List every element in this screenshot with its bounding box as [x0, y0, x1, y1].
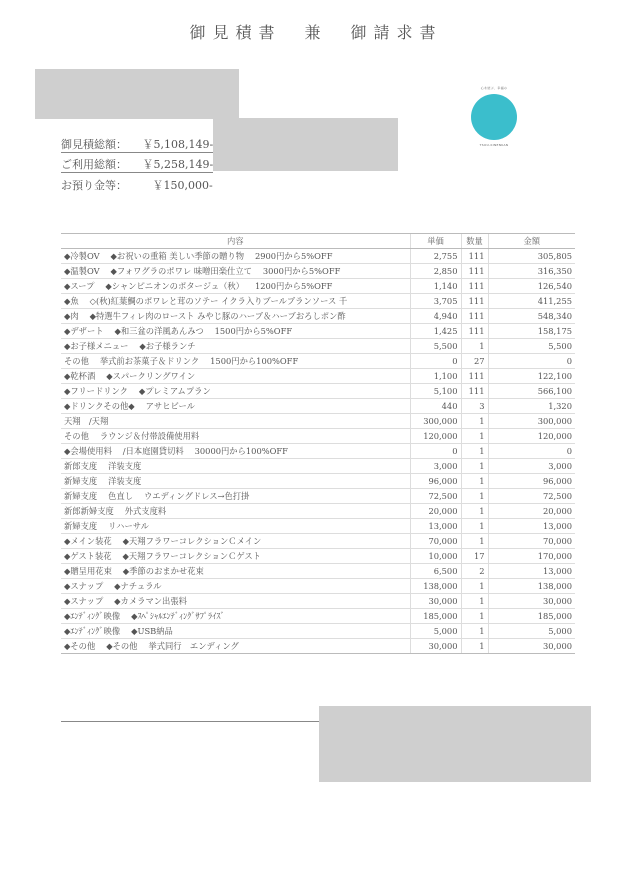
- row-content: その他 挙式前お茶菓子＆ドリンク 1500円から100%OFF: [61, 354, 410, 369]
- deposit-value: ￥150,000-: [152, 179, 213, 192]
- row-amount: 72,500: [488, 489, 575, 504]
- row-content: ◆スナップ ◆カメラマン出張料: [61, 594, 410, 609]
- row-quantity: 1: [461, 459, 488, 474]
- row-quantity: 111: [461, 369, 488, 384]
- row-quantity: 1: [461, 624, 488, 639]
- row-amount: 300,000: [488, 414, 575, 429]
- row-content: ◆ゲスト装花 ◆天翔フラワーコレクションＣゲスト: [61, 549, 410, 564]
- row-content: ◆会場使用料 /日本庭園貸切料 30000円から100%OFF: [61, 444, 410, 459]
- row-quantity: 111: [461, 309, 488, 324]
- row-amount: 185,000: [488, 609, 575, 624]
- table-row: [61, 354, 575, 369]
- row-amount: 316,350: [488, 264, 575, 279]
- row-amount: 30,000: [488, 594, 575, 609]
- row-content: ◆温製OV ◆フォワグラのポワレ 味噌田楽仕立て 3000円から5%OFF: [61, 264, 410, 279]
- row-unit-price: 20,000: [410, 504, 461, 519]
- table-row: [61, 249, 575, 264]
- row-content: 新婦支度 リハーサル: [61, 519, 410, 534]
- row-unit-price: 0: [410, 444, 461, 459]
- logo-bottom-text: TSOU-KINENKAN: [479, 143, 509, 147]
- row-content: ◆スナップ ◆ナチュラル: [61, 579, 410, 594]
- row-amount: 138,000: [488, 579, 575, 594]
- redacted-block-top-left: [35, 69, 239, 119]
- row-amount: 0: [488, 354, 575, 369]
- row-content: ◆デザート ◆和三盆の洋風あんみつ 1500円から5%OFF: [61, 324, 410, 339]
- row-amount: 70,000: [488, 534, 575, 549]
- row-unit-price: 6,500: [410, 564, 461, 579]
- row-amount: 566,100: [488, 384, 575, 399]
- redacted-block-bottom-right: [319, 706, 591, 782]
- row-unit-price: 3,000: [410, 459, 461, 474]
- deposit-label: お預り金等：: [61, 179, 127, 192]
- row-amount: 1,320: [488, 399, 575, 414]
- table-row: [61, 609, 575, 624]
- row-quantity: 3: [461, 399, 488, 414]
- table-row: [61, 294, 575, 309]
- row-amount: 5,000: [488, 624, 575, 639]
- row-quantity: 17: [461, 549, 488, 564]
- signature-line: [61, 721, 319, 722]
- row-quantity: 1: [461, 414, 488, 429]
- row-amount: 170,000: [488, 549, 575, 564]
- row-content: 新婦支度 洋装支度: [61, 474, 410, 489]
- row-content: ◆スープ ◆シャンピニオンのポタージュ（秋） 1200円から5%OFF: [61, 279, 410, 294]
- estimate-total-row: [61, 136, 213, 153]
- row-amount: 96,000: [488, 474, 575, 489]
- row-quantity: 111: [461, 324, 488, 339]
- usage-total-row: [61, 156, 213, 173]
- row-amount: 120,000: [488, 429, 575, 444]
- row-quantity: 111: [461, 249, 488, 264]
- row-unit-price: 5,500: [410, 339, 461, 354]
- row-quantity: 1: [461, 444, 488, 459]
- table-row: [61, 564, 575, 579]
- row-unit-price: 1,140: [410, 279, 461, 294]
- row-amount: 30,000: [488, 639, 575, 654]
- row-content: 天翔 /天翔: [61, 414, 410, 429]
- row-quantity: 1: [461, 609, 488, 624]
- row-unit-price: 1,100: [410, 369, 461, 384]
- table-row: [61, 264, 575, 279]
- row-unit-price: 3,705: [410, 294, 461, 309]
- row-quantity: 1: [461, 639, 488, 654]
- row-content: ◆ｴﾝﾃﾞｨﾝｸﾞ映像 ◆ｽﾍﾟｼｬﾙｴﾝﾃﾞｨﾝｸﾞｻﾌﾟﾗｲｽﾞ: [61, 609, 410, 624]
- table-row: [61, 324, 575, 339]
- table-row: [61, 279, 575, 294]
- row-content: 新婦支度 色直し ウエディングドレス→色打掛: [61, 489, 410, 504]
- table-row: [61, 624, 575, 639]
- table-row: [61, 414, 575, 429]
- header-unit-price: 単価: [410, 234, 461, 249]
- table-row: [61, 579, 575, 594]
- row-unit-price: 10,000: [410, 549, 461, 564]
- row-content: その他 ラウンジ＆付帯設備使用料: [61, 429, 410, 444]
- row-unit-price: 4,940: [410, 309, 461, 324]
- row-amount: 158,175: [488, 324, 575, 339]
- row-content: 新郎新婦支度 外式支度料: [61, 504, 410, 519]
- row-content: 新郎支度 洋装支度: [61, 459, 410, 474]
- table-row: [61, 339, 575, 354]
- table-row: [61, 489, 575, 504]
- header-amount: 金額: [488, 234, 575, 249]
- row-quantity: 111: [461, 264, 488, 279]
- row-quantity: 1: [461, 579, 488, 594]
- table-row: [61, 309, 575, 324]
- row-amount: 20,000: [488, 504, 575, 519]
- row-content: ◆贈呈用花束 ◆季節のおまかせ花束: [61, 564, 410, 579]
- document-title: 御見積書 兼 御請求書: [189, 23, 443, 42]
- table-row: [61, 384, 575, 399]
- row-unit-price: 30,000: [410, 594, 461, 609]
- row-unit-price: 5,100: [410, 384, 461, 399]
- row-content: ◆乾杯酒 ◆スパークリングワイン: [61, 369, 410, 384]
- row-amount: 13,000: [488, 564, 575, 579]
- table-row: [61, 369, 575, 384]
- row-unit-price: 440: [410, 399, 461, 414]
- row-quantity: 111: [461, 384, 488, 399]
- estimate-total-value: ￥5,108,149-: [142, 138, 214, 151]
- row-content: ◆ｴﾝﾃﾞｨﾝｸﾞ映像 ◆USB納品: [61, 624, 410, 639]
- row-quantity: 1: [461, 519, 488, 534]
- row-quantity: 1: [461, 594, 488, 609]
- row-unit-price: 120,000: [410, 429, 461, 444]
- row-quantity: 111: [461, 294, 488, 309]
- table-row: [61, 429, 575, 444]
- row-amount: 126,540: [488, 279, 575, 294]
- row-content: ◆フリードリンク ◆プレミアムプラン: [61, 384, 410, 399]
- table-row: [61, 594, 575, 609]
- deposit-row: [61, 177, 213, 193]
- row-unit-price: 138,000: [410, 579, 461, 594]
- row-amount: 305,805: [488, 249, 575, 264]
- row-content: ◆冷製OV ◆お祝いの重箱 美しい季節の贈り物 2900円から5%OFF: [61, 249, 410, 264]
- header-quantity: 数量: [461, 234, 488, 249]
- row-unit-price: 185,000: [410, 609, 461, 624]
- row-quantity: 1: [461, 489, 488, 504]
- row-content: ◆メイン装花 ◆天翔フラワーコレクションＣメイン: [61, 534, 410, 549]
- row-quantity: 27: [461, 354, 488, 369]
- row-quantity: 2: [461, 564, 488, 579]
- row-content: ◆お子様メニュー ◆お子様ランチ: [61, 339, 410, 354]
- logo-circle-icon: [471, 94, 517, 140]
- row-unit-price: 300,000: [410, 414, 461, 429]
- row-amount: 5,500: [488, 339, 575, 354]
- row-quantity: 1: [461, 339, 488, 354]
- table-row: [61, 639, 575, 654]
- row-unit-price: 2,755: [410, 249, 461, 264]
- row-content: ◆ドリンクその他◆ アサヒビール: [61, 399, 410, 414]
- row-quantity: 111: [461, 279, 488, 294]
- row-amount: 13,000: [488, 519, 575, 534]
- redacted-block-top-mid: [213, 118, 398, 171]
- row-unit-price: 30,000: [410, 639, 461, 654]
- company-logo: [469, 86, 519, 158]
- row-unit-price: 13,000: [410, 519, 461, 534]
- row-content: ◆肉 ◆特選牛フィレ肉のロースト みやじ豚のハーブ＆ハーブおろしポン酢: [61, 309, 410, 324]
- table-row: [61, 549, 575, 564]
- header-content: 内容: [61, 234, 410, 249]
- row-content: ◆魚 ◇(秋)紅葉鯛のポワレと茸のソテー イクラ入りブールブランソース 千: [61, 294, 410, 309]
- row-amount: 122,100: [488, 369, 575, 384]
- estimate-total-label: 御見積総額：: [61, 138, 127, 151]
- row-amount: 548,340: [488, 309, 575, 324]
- usage-total-value: ￥5,258,149-: [142, 158, 214, 171]
- row-quantity: 1: [461, 429, 488, 444]
- row-unit-price: 5,000: [410, 624, 461, 639]
- row-quantity: 1: [461, 474, 488, 489]
- row-amount: 411,255: [488, 294, 575, 309]
- table-row: [61, 534, 575, 549]
- table-row: [61, 399, 575, 414]
- row-quantity: 1: [461, 534, 488, 549]
- row-amount: 0: [488, 444, 575, 459]
- table-row: [61, 444, 575, 459]
- row-quantity: 1: [461, 504, 488, 519]
- row-content: ◆その他 ◆その他 挙式同行 エンディング: [61, 639, 410, 654]
- table-row: [61, 459, 575, 474]
- items-table: [61, 233, 575, 654]
- table-row: [61, 474, 575, 489]
- logo-top-text: 心を結ぶ、幸福の: [480, 86, 508, 90]
- row-unit-price: 1,425: [410, 324, 461, 339]
- row-unit-price: 0: [410, 354, 461, 369]
- table-row: [61, 504, 575, 519]
- row-amount: 3,000: [488, 459, 575, 474]
- usage-total-label: ご利用総額：: [61, 158, 127, 171]
- row-unit-price: 2,850: [410, 264, 461, 279]
- row-unit-price: 70,000: [410, 534, 461, 549]
- row-unit-price: 72,500: [410, 489, 461, 504]
- row-unit-price: 96,000: [410, 474, 461, 489]
- table-header-row: [61, 234, 575, 249]
- table-row: [61, 519, 575, 534]
